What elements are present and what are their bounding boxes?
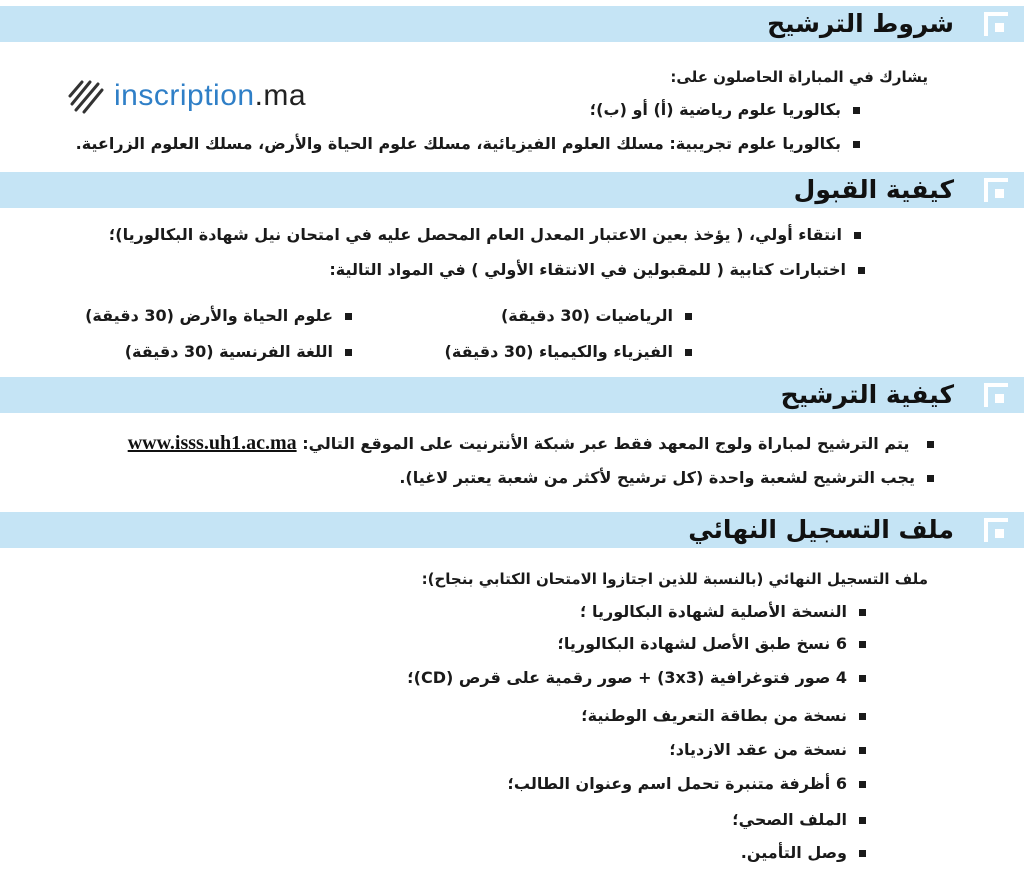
section-title: كيفية القبول	[793, 175, 954, 204]
subject-item: الرياضيات (30 دقيقة)	[501, 306, 692, 325]
subject-item: اللغة الفرنسية (30 دقيقة)	[125, 342, 352, 361]
subject-item: الفيزياء والكيمياء (30 دقيقة)	[445, 342, 692, 361]
list-item: 4 صور فتوغرافية (3x3) + صور رقمية على قرص (CD)؛	[407, 668, 866, 687]
list-item: الملف الصحي؛	[732, 810, 866, 829]
list-item: نسخة من بطاقة التعريف الوطنية؛	[581, 706, 866, 725]
stripes-logo-icon	[64, 76, 108, 116]
logo-text: inscription.ma	[114, 79, 307, 112]
list-item: اختبارات كتابية ( للمقبولين في الانتقاء الأولي ) في المواد التالية:	[329, 260, 865, 279]
section-header-final-file	[0, 512, 1024, 548]
section-title: ملف التسجيل النهائي	[688, 515, 954, 544]
list-item: 6 نسخ طبق الأصل لشهادة البكالوريا؛	[558, 634, 867, 653]
list-item: بكالوريا علوم تجريبية: مسلك العلوم الفيزيائية، مسلك علوم الحياة والأرض، مسلك العلوم الزراعية.	[76, 134, 860, 153]
list-item	[128, 432, 934, 455]
application-website-link[interactable]: www.isss.uh1.ac.ma	[127, 432, 297, 454]
conditions-intro: يشارك في المباراة الحاصلون على:	[670, 68, 928, 86]
section-header-application	[0, 377, 1024, 413]
section-header-conditions	[0, 6, 1024, 42]
section-emblem-icon	[984, 178, 1008, 202]
logo	[64, 76, 306, 116]
section-title: شروط الترشيح	[767, 9, 954, 38]
list-item: 6 أظرفة متنبرة تحمل اسم وعنوان الطالب؛	[508, 774, 866, 793]
list-item: النسخة الأصلية لشهادة البكالوريا ؛	[580, 602, 866, 621]
section-emblem-icon	[984, 518, 1008, 542]
list-item: يجب الترشيح لشعبة واحدة (كل ترشيح لأكثر من شعبة يعتبر لاغيا).	[399, 468, 934, 487]
list-item: انتقاء أولي، ( يؤخذ بعين الاعتبار المعدل العام المحصل عليه في امتحان نيل شهادة البكالوريا)؛	[109, 225, 861, 244]
list-item: وصل التأمين.	[741, 843, 866, 862]
section-emblem-icon	[984, 12, 1008, 36]
section-title: كيفية الترشيح	[780, 380, 954, 409]
list-item: بكالوريا علوم رياضية (أ) أو (ب)؛	[590, 100, 860, 119]
final-file-intro: ملف التسجيل النهائي (بالنسبة للذين اجتازوا الامتحان الكتابي بنجاح):	[421, 570, 928, 588]
list-item: نسخة من عقد الازدياد؛	[669, 740, 866, 759]
section-header-admission	[0, 172, 1024, 208]
subject-item: علوم الحياة والأرض (30 دقيقة)	[85, 306, 352, 325]
list-item-text: يتم الترشيح لمباراة ولوج المعهد فقط عبر شبكة الأنترنيت على الموقع التالي:	[302, 434, 910, 453]
section-emblem-icon	[984, 383, 1008, 407]
